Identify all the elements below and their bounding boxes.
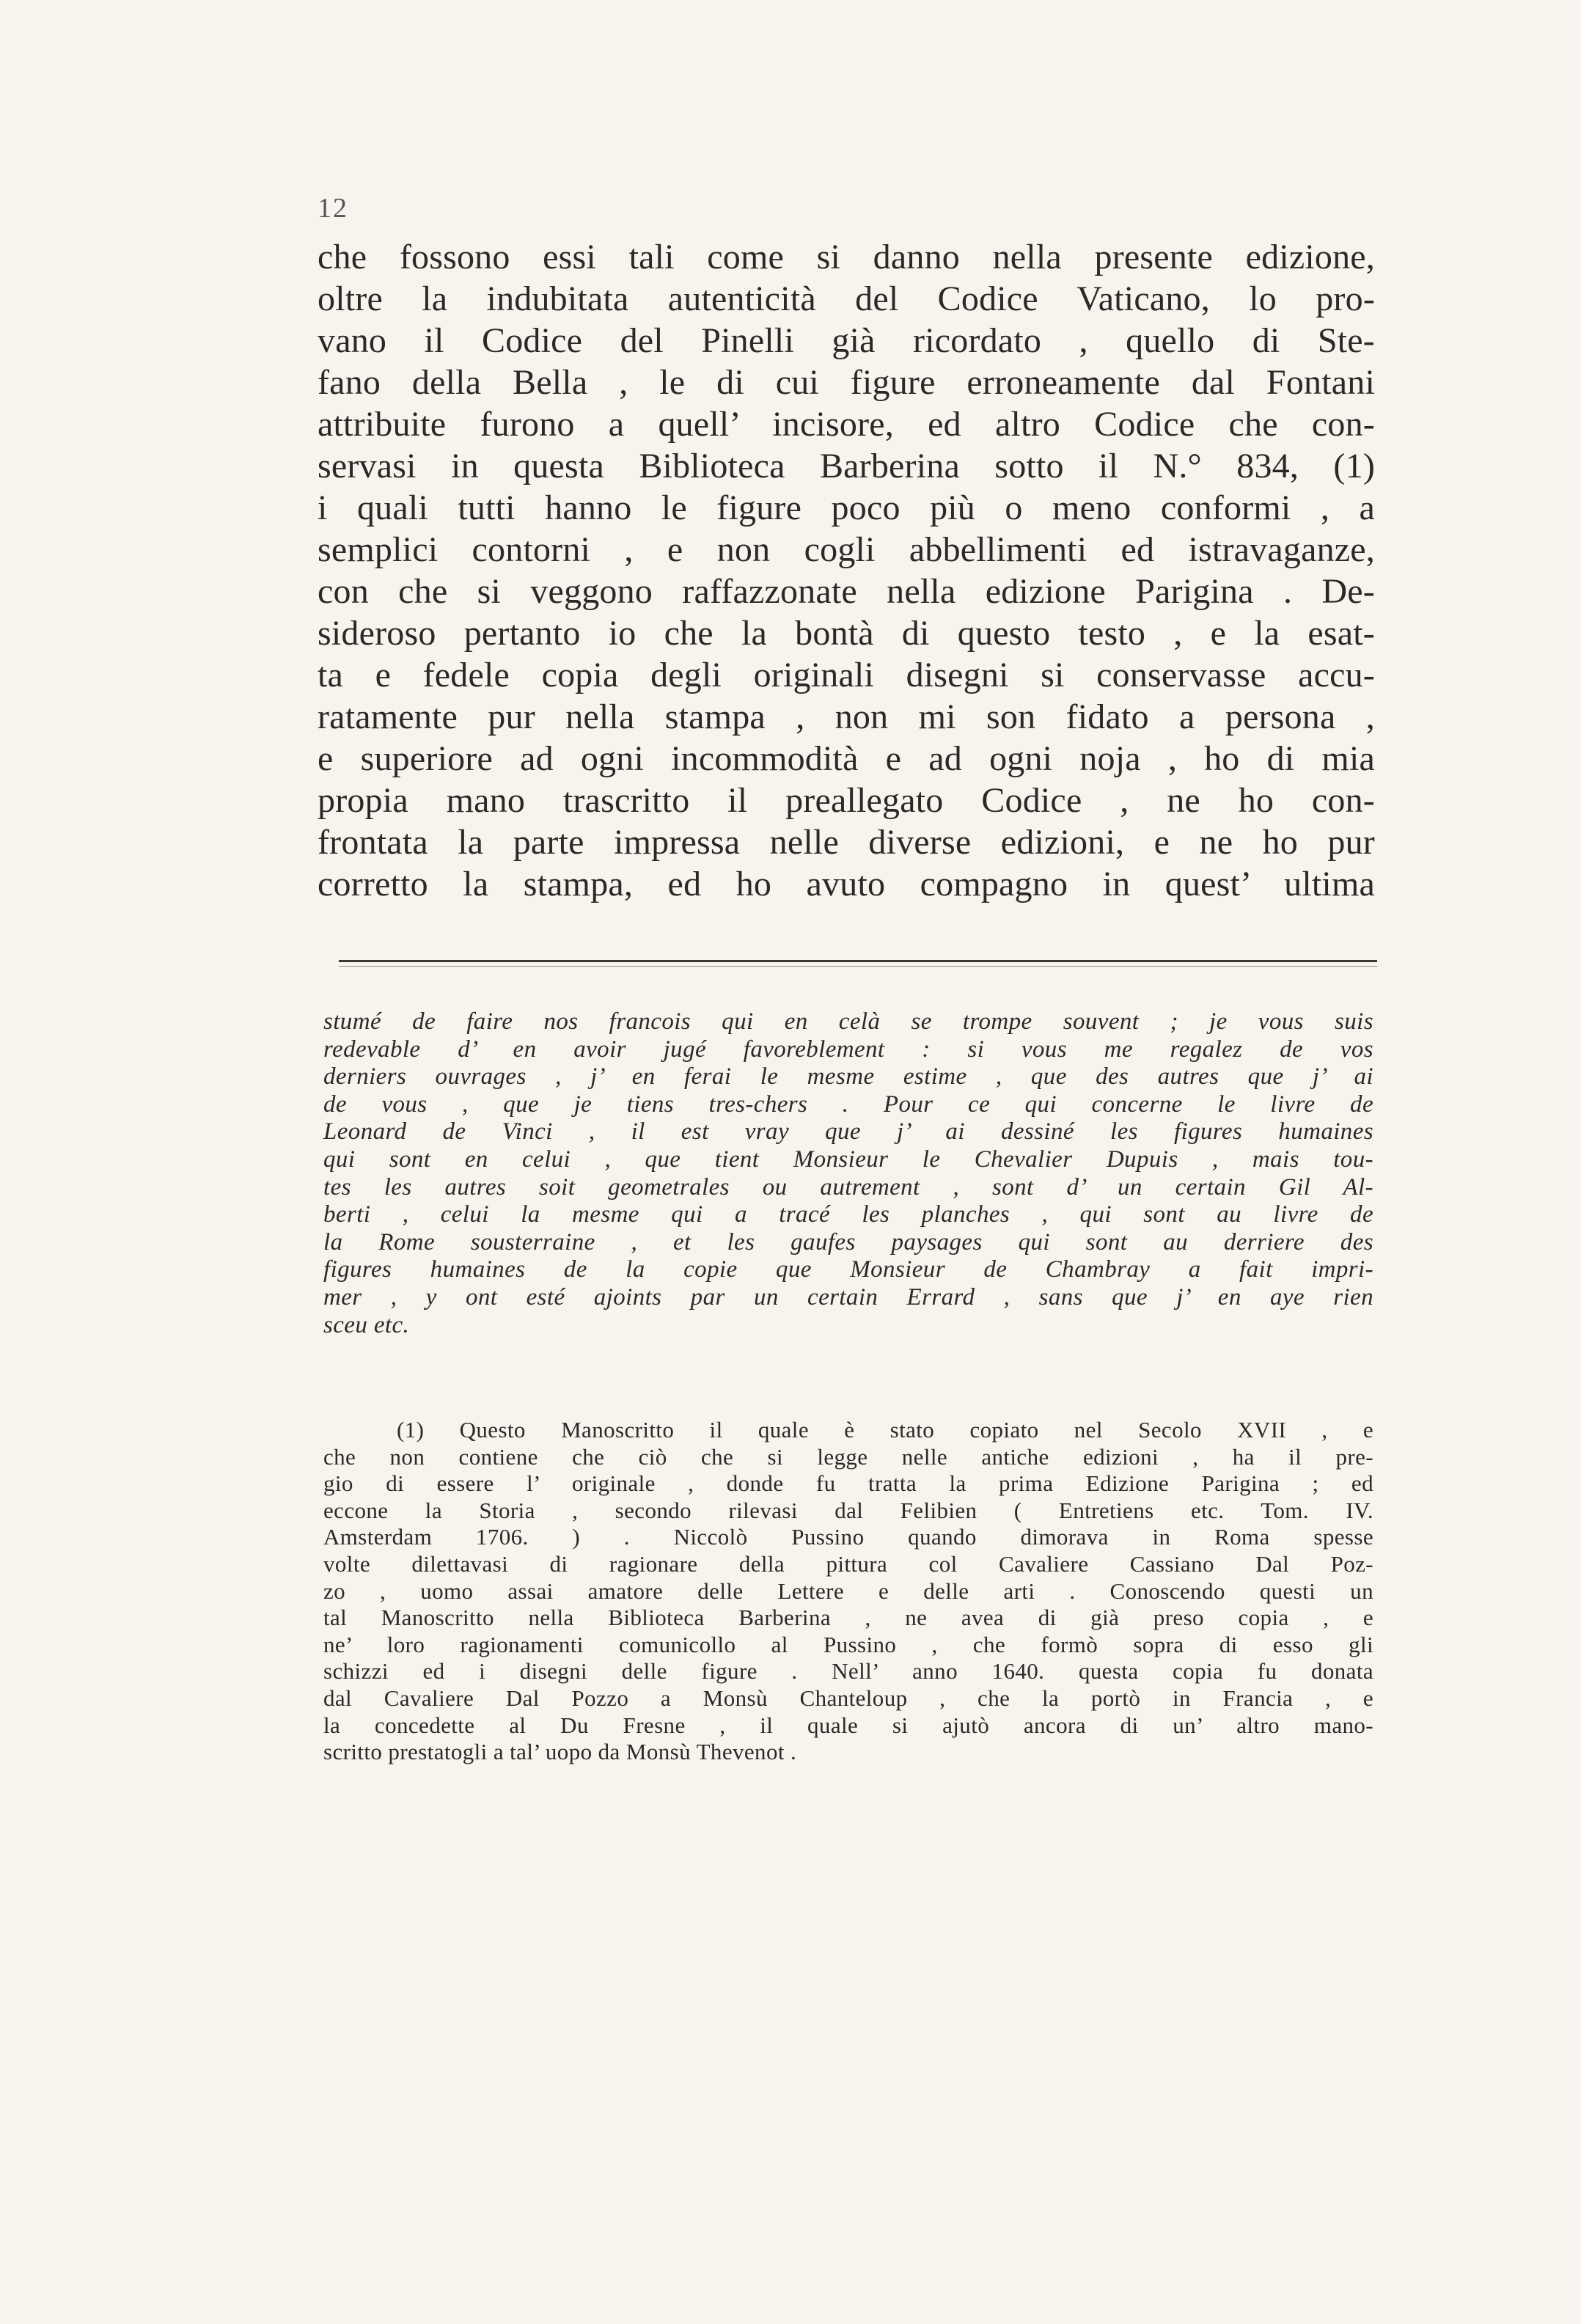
- footnote-italic-quote: [323, 1008, 1373, 1339]
- footnote-italic-line: tes les autres soit geometrales ou autrement , sont d’ un certain Gil Al-: [323, 1173, 1373, 1201]
- footnote-italic-line: berti , celui la mesme qui a tracé les planches , qui sont au livre de: [323, 1201, 1373, 1228]
- main-text-line: semplici contorni , e non cogli abbellimenti ed istravaganze,: [318, 530, 1375, 569]
- main-text-line: che fossono essi tali come si danno nella presente edizione,: [318, 238, 1375, 276]
- footnote-italic-line: redevable d’ en avoir jugé favoreblement : si vous me regalez de vos: [323, 1035, 1373, 1063]
- footnote-line: la concedette al Du Fresne , il quale si ajutò ancora di un’ altro mano-: [323, 1712, 1373, 1738]
- footnote-divider-thin: [339, 966, 1377, 967]
- main-text-line: servasi in questa Biblioteca Barberina sotto il N.° 834, (1): [318, 447, 1375, 485]
- main-text: [318, 236, 1375, 905]
- main-text-line: fano della Bella , le di cui figure erroneamente dal Fontani: [318, 363, 1375, 402]
- main-text-line: ratamente pur nella stampa , non mi son fidato a persona ,: [318, 697, 1375, 736]
- footnote-italic-line: la Rome sousterraine , et les gaufes paysages qui sont au derriere des: [323, 1228, 1373, 1256]
- footnote-line: dal Cavaliere Dal Pozzo a Monsù Chanteloup , che la portò in Francia , e: [323, 1685, 1373, 1711]
- footnote-line: Amsterdam 1706. ) . Niccolò Pussino quando dimorava in Roma spesse: [323, 1524, 1373, 1550]
- main-text-line: e superiore ad ogni incommodità e ad ogni noja , ho di mia: [318, 739, 1375, 778]
- main-text-line: attribuite furono a quell’ incisore, ed altro Codice che con-: [318, 405, 1375, 444]
- footnote-line: eccone la Storia , secondo rilevasi dal Felibien ( Entretiens etc. Tom. IV.: [323, 1497, 1373, 1523]
- main-text-line: frontata la parte impressa nelle diverse edizioni, e ne ho pur: [318, 823, 1375, 862]
- footnote-line: ne’ loro ragionamenti comunicollo al Pussino , che formò sopra di esso gli: [323, 1631, 1373, 1657]
- footnote-italic-line: figures humaines de la copie que Monsieur de Chambray a fait impri-: [323, 1256, 1373, 1283]
- main-text-line: con che si veggono raffazzonate nella edizione Parigina . De-: [318, 572, 1375, 611]
- main-text-line: oltre la indubitata autenticità del Codice Vaticano, lo pro-: [318, 279, 1375, 318]
- footnote-1: [323, 1417, 1373, 1766]
- footnote-line: scritto prestatogli a tal’ uopo da Monsù Thevenot .: [323, 1739, 797, 1765]
- footnote-italic-line: sceu etc.: [323, 1311, 410, 1338]
- footnote-italic-line: Leonard de Vinci , il est vray que j’ ai dessiné les figures humaines: [323, 1118, 1373, 1145]
- main-text-line: i quali tutti hanno le figure poco più o meno conformi , a: [318, 488, 1375, 527]
- main-text-line: sideroso pertanto io che la bontà di questo testo , e la esat-: [318, 614, 1375, 653]
- page-number: 12: [318, 193, 348, 224]
- footnote-divider: [339, 960, 1377, 962]
- footnote-line: schizzi ed i disegni delle figure . Nell’ anno 1640. questa copia fu donata: [323, 1658, 1373, 1685]
- footnote-line: zo , uomo assai amatore delle Lettere e delle arti . Conoscendo questi un: [323, 1577, 1373, 1604]
- footnote-italic-line: de vous , que je tiens tres-chers . Pour ce qui concerne le livre de: [323, 1090, 1373, 1118]
- main-text-line: propia mano trascritto il preallegato Codice , ne ho con-: [318, 781, 1375, 820]
- main-text-line: ta e fedele copia degli originali disegni si conservasse accu-: [318, 656, 1375, 694]
- footnote-italic-line: stumé de faire nos francois qui en celà se trompe souvent ; je vous suis: [323, 1008, 1373, 1035]
- footnote-line: volte dilettavasi di ragionare della pittura col Cavaliere Cassiano Dal Poz-: [323, 1550, 1373, 1577]
- main-text-line: vano il Codice del Pinelli già ricordato , quello di Ste-: [318, 321, 1375, 360]
- footnote-italic-line: mer , y ont esté ajoints par un certain Errard , sans que j’ en aye rien: [323, 1283, 1373, 1311]
- footnote-line: gio di essere l’ originale , donde fu tratta la prima Edizione Parigina ; ed: [323, 1470, 1373, 1497]
- footnote-line: tal Manoscritto nella Biblioteca Barberina , ne avea di già preso copia , e: [323, 1605, 1373, 1631]
- footnote-italic-line: derniers ouvrages , j’ en ferai le mesme estime , que des autres que j’ ai: [323, 1063, 1373, 1090]
- main-text-line: corretto la stampa, ed ho avuto compagno in quest’ ultima: [318, 865, 1375, 903]
- footnote-line: che non contiene che ciò che si legge nelle antiche edizioni , ha il pre-: [323, 1443, 1373, 1470]
- footnote-italic-line: qui sont en celui , que tient Monsieur le Chevalier Dupuis , mais tou-: [323, 1145, 1373, 1173]
- footnote-line: (1) Questo Manoscritto il quale è stato copiato nel Secolo XVII , e: [397, 1417, 1373, 1443]
